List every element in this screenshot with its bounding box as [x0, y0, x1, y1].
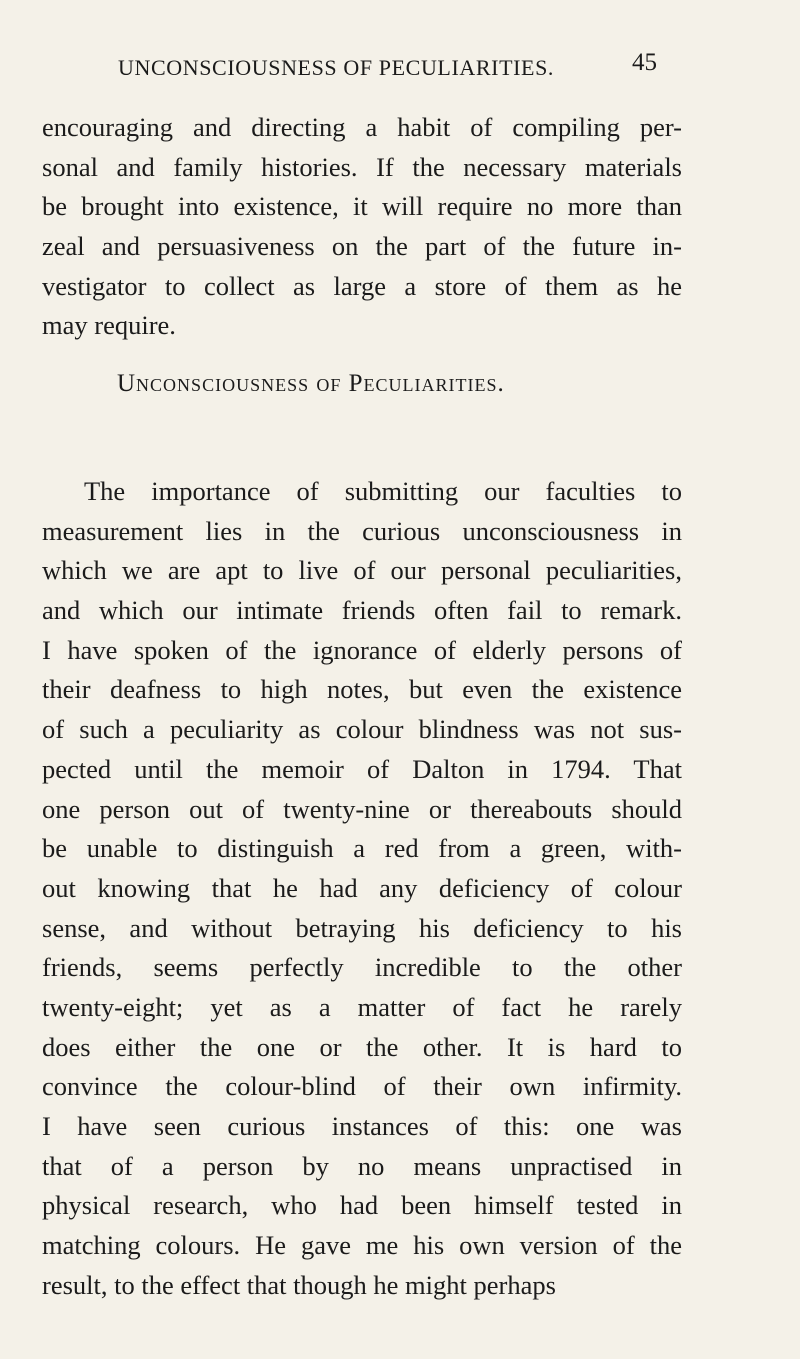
text-line: which we are apt to live of our personal peculiarities, [42, 555, 682, 586]
text-line: friends, seems perfectly incredible to the other [42, 952, 682, 983]
text-line: one person out of twenty-nine or thereabouts should [42, 793, 682, 824]
text-line: matching colours. He gave me his own version of the [42, 1230, 682, 1261]
text-line: does either the one or the other. It is hard to [42, 1031, 682, 1062]
paragraph-body [42, 472, 682, 1305]
text-line: The importance of submitting our faculties to [84, 476, 682, 506]
text-line: measurement lies in the curious unconsciousness in [42, 515, 682, 546]
text-line: be unable to distinguish a red from a green, with- [42, 833, 682, 864]
text-line: sonal and family histories. If the necessary materials [42, 151, 682, 182]
text-line: their deafness to high notes, but even the existence [42, 674, 682, 705]
text-line: zeal and persuasiveness on the part of the future in- [42, 231, 682, 262]
text-line: may require. [42, 310, 176, 341]
text-line: convince the colour-blind of their own infirmity. [42, 1071, 682, 1102]
text-line: result, to the effect that though he might perhaps [42, 1269, 556, 1300]
text-line: and which our intimate friends often fail to remark. [42, 595, 682, 626]
text-line: that of a person by no means unpractised in [42, 1150, 682, 1181]
text-line: pected until the memoir of Dalton in 1794. That [42, 753, 682, 784]
text-line: physical research, who had been himself tested in [42, 1190, 682, 1221]
text-line: be brought into existence, it will require no more than [42, 191, 682, 222]
text-line: of such a peculiarity as colour blindness was not sus- [42, 714, 682, 745]
text-line: twenty-eight; yet as a matter of fact he rarely [42, 991, 682, 1022]
text-line: vestigator to collect as large a store of them as he [42, 270, 682, 301]
section-heading: Unconsciousness of Peculiarities. [117, 370, 505, 397]
text-line: out knowing that he had any deficiency of colour [42, 872, 682, 903]
page-number: 45 [632, 49, 657, 76]
text-line: I have spoken of the ignorance of elderly persons of [42, 634, 682, 665]
text-line: sense, and without betraying his deficiency to his [42, 912, 682, 943]
running-title: UNCONSCIOUSNESS OF PECULIARITIES. [118, 55, 555, 80]
text-line: encouraging and directing a habit of compiling per- [42, 112, 682, 142]
paragraph-continued [42, 108, 682, 346]
text-line: I have seen curious instances of this: one was [42, 1111, 682, 1141]
